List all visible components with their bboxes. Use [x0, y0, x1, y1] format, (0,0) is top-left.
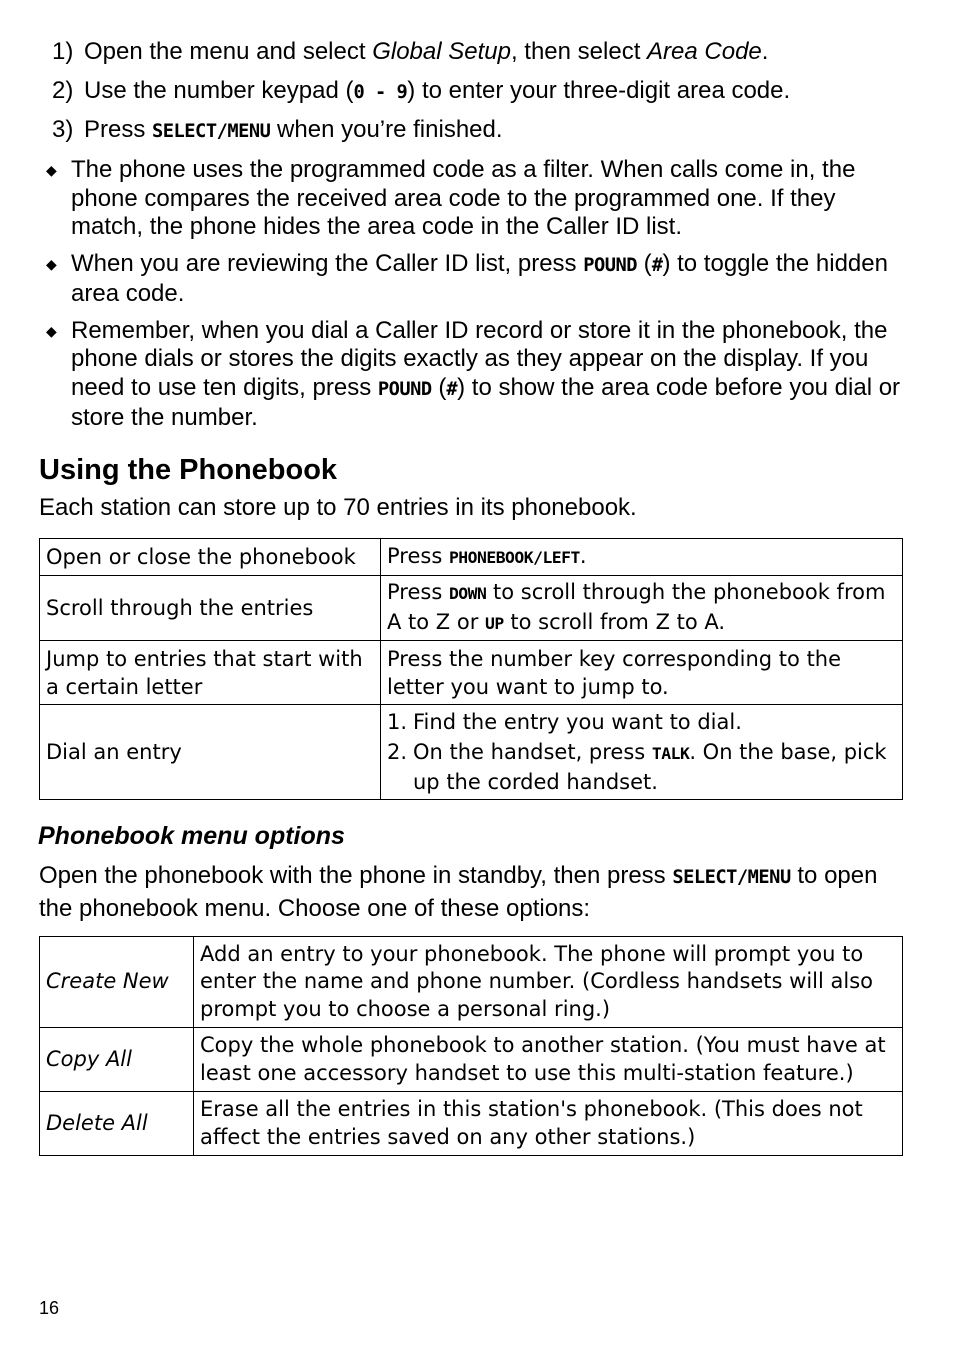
action-label: Open or close the phonebook — [40, 539, 381, 576]
menu-term-area-code: Area Code — [647, 38, 762, 65]
menu-term-global-setup: Global Setup — [372, 38, 511, 65]
key-label: DOWN — [448, 584, 487, 603]
subsection-intro: Open the phonebook with the phone in standby, then press SELECT/MENU to open the phonebook menu. Choose one of these options: — [39, 862, 878, 922]
key-label: 0 - 9 — [353, 82, 408, 103]
notes-list — [46, 156, 912, 441]
action-description: Press DOWN to scroll through the phonebook from A to Z or UP to scroll from Z to A. — [381, 576, 903, 641]
key-label: # — [446, 378, 458, 400]
menu-options-table — [39, 936, 903, 1156]
key-label: SELECT/MENU — [672, 867, 791, 888]
key-label: POUND — [377, 378, 432, 400]
action-description — [381, 705, 903, 800]
key-label: UP — [485, 614, 504, 633]
note-item: ◆ When you are reviewing the Caller ID list, press POUND (#) to toggle the hidden area code. — [46, 249, 888, 307]
key-label: # — [651, 254, 663, 276]
diamond-bullet-icon: ◆ — [46, 162, 57, 178]
list-item: 2. On the handset, press TALK. On the base, pick up the corded handset. — [387, 740, 887, 794]
table-row — [40, 1028, 903, 1092]
note-item: ◆ Remember, when you dial a Caller ID record or store it in the phonebook, the phone dials or stores the digits exactly as they appear on the display. If you need to use ten digits, press POUND (#) to show the area code before you dial or store the number. — [46, 316, 901, 431]
table-row — [40, 641, 903, 705]
note-item: ◆ The phone uses the programmed code as a filter. When calls come in, the phone compares the received area code to the programmed one. If they match, the phone hides the area code in the Caller ID list. — [46, 156, 856, 240]
page-number: 16 — [39, 1298, 60, 1318]
dial-steps — [387, 708, 896, 796]
table-row — [40, 576, 903, 641]
diamond-bullet-icon: ◆ — [46, 322, 57, 339]
section-intro: Each station can store up to 70 entries in its phonebook. — [39, 494, 637, 521]
table-row — [40, 937, 903, 1028]
option-name: Copy All — [40, 1028, 194, 1092]
step-2: 2) Use the number keypad (0 - 9) to enter your three-digit area code. — [52, 77, 791, 104]
option-description: Add an entry to your phonebook. The phone will prompt you to enter the name and phone number. (Cordless handsets will also prompt you to choose a personal ring.) — [194, 937, 903, 1028]
list-item: 1. Find the entry you want to dial. — [387, 710, 742, 734]
option-description: Copy the whole phonebook to another station. (You must have at least one accessory handset to use this multi-station feature.) — [194, 1028, 903, 1092]
subsection-title: Phonebook menu options — [38, 822, 345, 850]
action-description: Press PHONEBOOK/LEFT. — [381, 539, 903, 576]
key-label: PHONEBOOK/LEFT — [448, 548, 580, 567]
action-label: Dial an entry — [40, 705, 381, 800]
key-label: SELECT/MENU — [152, 121, 271, 142]
table-row — [40, 1092, 903, 1156]
option-description: Erase all the entries in this station's phonebook. (This does not affect the entries saved on any other stations.) — [194, 1092, 903, 1156]
action-label: Scroll through the entries — [40, 576, 381, 641]
phonebook-actions-table — [39, 538, 903, 800]
section-title: Using the Phonebook — [39, 454, 338, 486]
table-row — [40, 539, 903, 576]
table-row — [40, 705, 903, 800]
key-label: POUND — [583, 254, 638, 276]
step-3: 3) Press SELECT/MENU when you’re finished. — [52, 116, 503, 143]
setup-steps — [52, 36, 912, 153]
key-label: TALK — [651, 744, 690, 763]
option-name: Create New — [40, 937, 194, 1028]
action-description: Press the number key corresponding to the letter you want to jump to. — [381, 641, 903, 705]
option-name: Delete All — [40, 1092, 194, 1156]
action-label: Jump to entries that start with a certain letter — [40, 641, 381, 705]
step-1: 1) Open the menu and select Global Setup, then select Area Code. — [52, 38, 769, 65]
diamond-bullet-icon: ◆ — [46, 255, 57, 272]
